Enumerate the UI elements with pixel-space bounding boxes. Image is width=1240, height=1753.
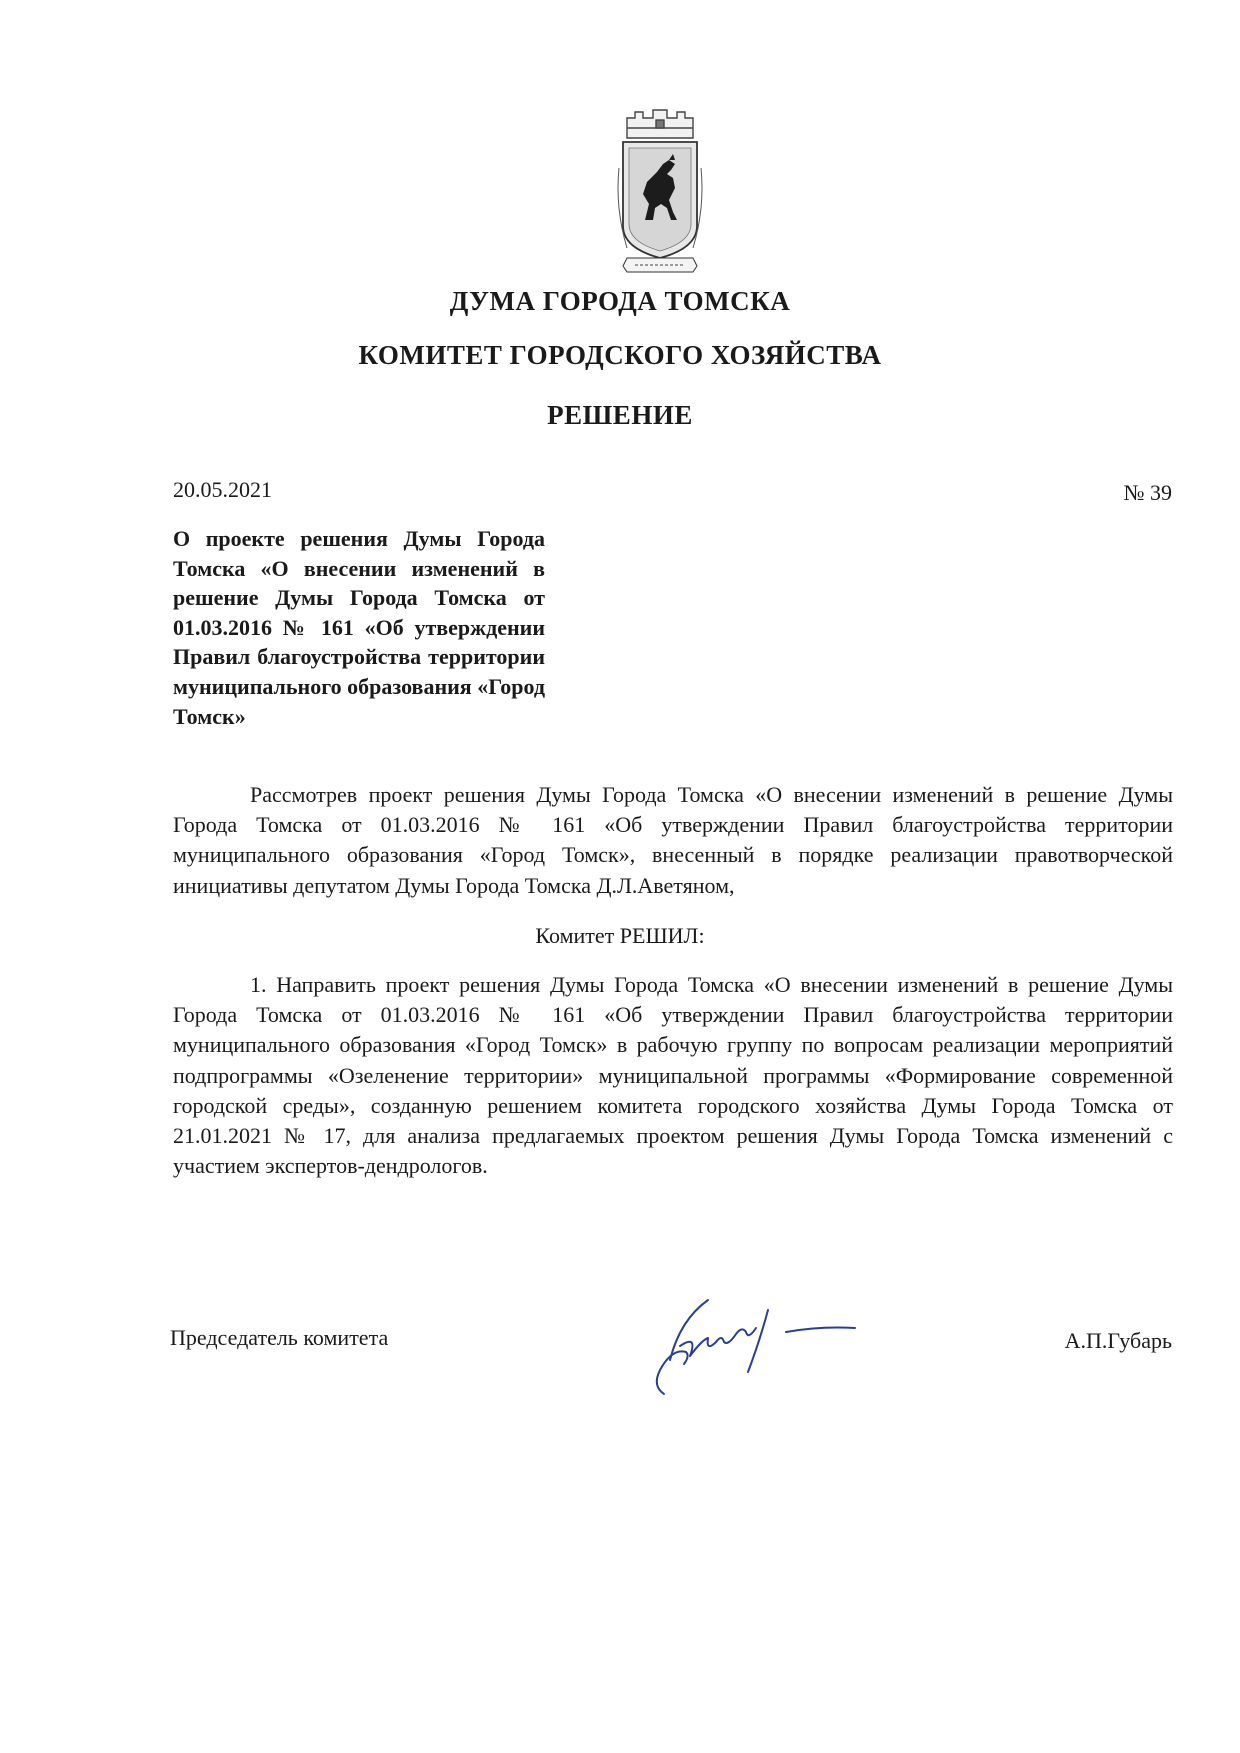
org-name: ДУМА ГОРОДА ТОМСКА — [449, 286, 791, 316]
handwritten-signature — [650, 1290, 880, 1400]
decision-heading: Комитет РЕШИЛ: — [535, 923, 705, 948]
signatory-name: А.П.Губарь — [1064, 1328, 1172, 1353]
document-date: 20.05.2021 — [173, 477, 272, 502]
document-number: № 39 — [1123, 480, 1172, 505]
committee-name: КОМИТЕТ ГОРОДСКОГО ХОЗЯЙСТВА — [358, 340, 882, 370]
tomsk-coat-of-arms-icon — [613, 108, 707, 276]
preamble-paragraph: Рассмотрев проект решения Думы Города Томска «О внесении изменений в решение Думы Города Томска от 01.03.2016 № 161 «Об утверждении Правил благоустройства территории муниципального образования «Город Томск», внесенный в порядке реализации правотворческой инициативы депутатом Думы Города Томска Д.Л.Аветяном, — [173, 782, 1173, 898]
signatory-role: Председатель комитета — [170, 1325, 389, 1350]
document-type: РЕШЕНИЕ — [547, 400, 693, 430]
document-subject: О проекте решения Думы Города Томска «О внесении изменений в решение Думы Города Томска от 01.03.2016 № 161 «Об утверждении Правил благоустройства территории муниципального образования «Город Томск» — [173, 526, 545, 729]
decision-item-1: 1. Направить проект решения Думы Города Томска «О внесении изменений в решение Думы Города Томска от 01.03.2016 № 161 «Об утверждении Правил благоустройства территории муниципального образования «Город Томск» в рабочую группу по вопросам реализации мероприятий подпрограммы «Озеленение территории» муниципальной программы «Формирование современной городской среды», созданную решением комитета городского хозяйства Думы Города Томска от 21.01.2021 № 17, для анализа предлагаемых проектом решения Думы Города Томска изменений с участием экспертов-дендрологов. — [173, 972, 1173, 1179]
